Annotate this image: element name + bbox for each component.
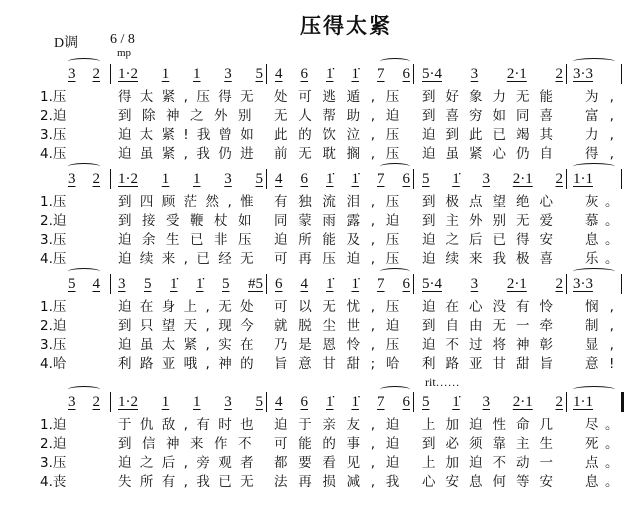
lyric-segment: 到喜穷如同喜: [422, 108, 563, 124]
note: 2: [92, 394, 100, 410]
note: 5: [422, 394, 430, 410]
measure-notes: [422, 392, 563, 412]
measure-notes: [422, 64, 563, 84]
lyric-segment: 可能的事,迫: [274, 436, 410, 452]
lyric-segment: 到四顾茫然,惟: [118, 194, 263, 210]
note: 4: [92, 276, 100, 292]
note: 3: [68, 171, 76, 187]
note: 7: [377, 394, 385, 410]
note: 1·2: [118, 171, 138, 187]
lyric-segment: 到极点望绝心: [422, 194, 563, 210]
bar-line: [566, 64, 567, 84]
lyric-segment: 制,: [585, 318, 625, 334]
lyric-segment: 迫余生已非压: [118, 232, 262, 248]
bar-line: [266, 274, 267, 294]
lyric-segment: 得,: [585, 146, 625, 162]
note: 6: [275, 276, 283, 292]
note: 2·1: [506, 66, 527, 82]
note: 5: [255, 394, 263, 410]
note: 1: [161, 171, 170, 187]
slur: [573, 58, 615, 65]
lyric-verse-2: [0, 212, 640, 230]
lyric-segment: 上加迫不动一: [422, 455, 563, 471]
note: 1̇: [351, 394, 359, 410]
lyric-segment: 息。: [585, 232, 625, 248]
note: 1̇: [351, 171, 359, 187]
lyric-segment: 到必须靠主生: [422, 436, 563, 452]
measure-notes: [275, 392, 410, 412]
lyric-verse-4: [0, 355, 640, 373]
notation-line: [0, 392, 640, 414]
lyric-segment: 死。: [585, 436, 625, 452]
lyric-segment: 得太紧,压得无: [118, 89, 263, 105]
measure-notes: [573, 169, 615, 189]
slur: [573, 268, 615, 275]
note: 3·3: [573, 66, 593, 82]
slur: [68, 58, 100, 65]
bar-line: [621, 169, 622, 189]
measure-notes: [422, 274, 563, 294]
note: 2·1: [512, 171, 533, 187]
note: 1̇: [326, 276, 334, 292]
note: 1̇: [326, 171, 334, 187]
lyric-segment: 可再压迫,压: [274, 251, 410, 267]
note: 2: [555, 394, 563, 410]
lyric-segment: 迫不过将神彰: [422, 337, 563, 353]
note: 1·2: [118, 66, 138, 82]
note: 5: [222, 276, 230, 292]
lyric-segment: 尽。: [585, 417, 625, 433]
dynamic-marking: mp: [117, 47, 132, 59]
lyric-segment: 迫太紧!我曾如: [118, 127, 263, 143]
bar-line: [621, 64, 622, 84]
note: 3: [68, 66, 76, 82]
note: 4: [275, 66, 283, 82]
bar-line: [413, 64, 414, 84]
note: 6: [402, 394, 410, 410]
note: 3·3: [573, 276, 593, 292]
verse-number: 4.压: [40, 146, 67, 162]
note: 2: [92, 66, 100, 82]
slur: [380, 268, 410, 275]
lyric-verse-1: [0, 193, 640, 211]
notation-line: [0, 169, 640, 191]
note: 5: [68, 276, 76, 292]
verse-number: 4.丧: [40, 474, 67, 490]
song-title: 压得太紧: [300, 14, 392, 38]
measure-notes: [573, 392, 615, 412]
bar-line: [566, 392, 567, 412]
note: 6: [402, 276, 410, 292]
notation-line: [0, 274, 640, 296]
note: 5·4: [422, 276, 442, 292]
note: 7: [377, 276, 385, 292]
bar-line: [621, 274, 622, 294]
lyric-segment: 上加迫性命几: [422, 417, 563, 433]
verse-number: 2.迫: [40, 213, 67, 229]
lyric-segment: 意!: [585, 356, 625, 372]
note: 1·1: [573, 394, 593, 410]
lyric-segment: 为,: [585, 89, 625, 105]
slur: [573, 163, 615, 170]
lyric-segment: 失所有,我已无: [118, 474, 263, 490]
note: 3: [482, 171, 490, 187]
lyric-segment: 点。: [585, 455, 625, 471]
measure-notes: [118, 392, 263, 412]
note: 3: [482, 394, 490, 410]
lyric-segment: 到除神之外别: [118, 108, 262, 124]
lyric-segment: 可以无忧,压: [274, 299, 410, 315]
note: 1: [161, 394, 170, 410]
measure-notes: [68, 392, 100, 412]
note: 5: [422, 171, 430, 187]
bar-line: [266, 392, 267, 412]
note: 6: [300, 394, 308, 410]
note: 6: [402, 171, 410, 187]
slur: [573, 386, 615, 393]
note: 1̇: [326, 66, 334, 82]
verse-number: 3.压: [40, 232, 67, 248]
measure-notes: [118, 169, 263, 189]
verse-number: 2.迫: [40, 436, 67, 452]
verse-number: 1.压: [40, 194, 67, 210]
lyric-segment: 法再损减,我: [274, 474, 410, 490]
lyric-segment: 到自由无一牵: [422, 318, 563, 334]
lyric-verse-3: [0, 336, 640, 354]
note: 3: [470, 276, 479, 292]
bar-line: [413, 274, 414, 294]
note: 2: [92, 171, 100, 187]
bar-line: [566, 169, 567, 189]
bar-line: [110, 392, 111, 412]
verse-number: 2.迫: [40, 108, 67, 124]
lyric-segment: 就脱尘世,迫: [274, 318, 410, 334]
note: 2: [555, 66, 563, 82]
note: 2·1: [512, 394, 533, 410]
lyric-segment: 迫虽紧心仍自: [422, 146, 563, 162]
note: 4: [275, 394, 283, 410]
lyric-segment: 利路亚哦,神的: [118, 356, 263, 372]
lyric-segment: 迫在心没有怜: [422, 299, 563, 315]
lyric-verse-4: [0, 473, 640, 491]
lyric-verse-2: [0, 107, 640, 125]
lyric-segment: 到信神来作不: [118, 436, 262, 452]
lyric-segment: 迫到此已竭其: [422, 127, 563, 143]
note: 2·1: [506, 276, 527, 292]
slur: [380, 163, 410, 170]
note: 5: [255, 171, 263, 187]
verse-number: 1.迫: [40, 417, 67, 433]
bar-line: [266, 169, 267, 189]
verse-number: 2.迫: [40, 318, 67, 334]
measure-notes: [118, 64, 263, 84]
note: 6: [402, 66, 410, 82]
note: 2: [555, 171, 563, 187]
bar-line: [413, 169, 414, 189]
slur: [68, 386, 100, 393]
lyric-verse-3: [0, 126, 640, 144]
verse-number: 1.压: [40, 89, 67, 105]
lyric-segment: 同蒙雨露,迫: [274, 213, 410, 229]
measure-notes: [68, 64, 100, 84]
measure-notes: [275, 274, 410, 294]
slur: [380, 386, 410, 393]
lyric-verse-2: [0, 435, 640, 453]
lyric-segment: 乃是恩怜,压: [274, 337, 410, 353]
lyric-segment: 显,: [585, 337, 625, 353]
lyric-segment: 慕。: [585, 213, 625, 229]
lyric-verse-1: [0, 88, 640, 106]
note: 7: [377, 171, 385, 187]
bar-line: [110, 274, 111, 294]
bar-line: [621, 392, 624, 412]
lyric-segment: 处可逃遁,压: [274, 89, 410, 105]
lyric-verse-2: [0, 317, 640, 335]
bar-line: [566, 274, 567, 294]
lyric-segment: 迫虽紧,我仍进: [118, 146, 263, 162]
note: 1·2: [118, 394, 138, 410]
note: 3: [118, 276, 126, 292]
note: 1: [193, 66, 201, 82]
verse-number: 3.压: [40, 127, 67, 143]
key-signature: D调: [54, 36, 79, 51]
bar-line: [266, 64, 267, 84]
note: 1̇: [452, 394, 460, 410]
measure-notes: [275, 169, 410, 189]
lyric-segment: 此的饮泣,压: [274, 127, 410, 143]
lyric-segment: 迫所能及,压: [274, 232, 410, 248]
slur: [380, 58, 410, 65]
note: 4: [275, 171, 283, 187]
measure-notes: [68, 169, 100, 189]
lyric-segment: 到好象力无能: [422, 89, 563, 105]
time-signature: 6 / 8: [110, 32, 135, 47]
lyric-segment: 力,: [585, 127, 625, 143]
lyric-segment: 灰。: [585, 194, 625, 210]
verse-number: 3.压: [40, 455, 67, 471]
note: 6: [300, 66, 308, 82]
lyric-verse-4: [0, 250, 640, 268]
note: #5: [248, 276, 263, 292]
note: 1: [193, 171, 201, 187]
note: 2: [555, 276, 563, 292]
lyric-segment: 悯,: [585, 299, 625, 315]
lyric-segment: 迫虽太紧,实在: [118, 337, 263, 353]
bar-line: [413, 392, 414, 412]
note: 3: [68, 394, 76, 410]
lyric-segment: 迫于亲友,迫: [274, 417, 410, 433]
note: 5: [144, 276, 152, 292]
note: 3: [224, 171, 232, 187]
lyric-segment: 迫续来我极喜: [422, 251, 563, 267]
verse-number: 4.哈: [40, 356, 67, 372]
note: 6: [300, 171, 308, 187]
lyric-verse-3: [0, 454, 640, 472]
verse-number: 1.压: [40, 299, 67, 315]
measure-notes: [68, 274, 100, 294]
note: 1̇: [196, 276, 204, 292]
lyric-segment: 到只望天,现今: [118, 318, 263, 334]
note: 3: [224, 394, 232, 410]
bar-line: [110, 64, 111, 84]
note: 1̇: [326, 394, 334, 410]
note: 1: [161, 66, 170, 82]
lyric-segment: 乐。: [585, 251, 625, 267]
lyric-segment: 迫续来,已经无: [118, 251, 263, 267]
lyric-segment: 都要看见,迫: [274, 455, 410, 471]
lyric-segment: 到主外别无爱: [422, 213, 563, 229]
lyric-segment: 有独流泪,压: [274, 194, 410, 210]
note: 3: [470, 66, 479, 82]
lyric-verse-1: [0, 298, 640, 316]
lyric-segment: 旨意甘甜;哈: [274, 356, 411, 372]
note: 5: [255, 66, 263, 82]
measure-notes: [422, 169, 563, 189]
slur: [68, 268, 100, 275]
lyric-segment: 息。: [585, 474, 625, 490]
note: 5·4: [422, 66, 442, 82]
lyric-segment: 心安息何等安: [422, 474, 563, 490]
lyric-segment: 迫之后已得安: [422, 232, 563, 248]
note: 1̇: [351, 66, 359, 82]
lyric-segment: 到接受鞭杖如: [118, 213, 262, 229]
lyric-verse-4: [0, 145, 640, 163]
measure-notes: [573, 274, 615, 294]
note: 1·1: [573, 171, 593, 187]
lyric-segment: 富,: [585, 108, 625, 124]
lyric-segment: 前无耽搁,压: [274, 146, 410, 162]
note: 1̇: [351, 276, 359, 292]
lyric-segment: 迫在身上,无处: [118, 299, 263, 315]
verse-number: 3.压: [40, 337, 67, 353]
measure-notes: [118, 274, 263, 294]
bar-line: [110, 169, 111, 189]
ritardando-marking: rit……: [425, 375, 460, 389]
lyric-verse-3: [0, 231, 640, 249]
lyric-segment: 于仇敌,有时也: [118, 417, 263, 433]
verse-number: 4.压: [40, 251, 67, 267]
slur: [68, 163, 100, 170]
lyric-segment: 迫之后,旁观者: [118, 455, 263, 471]
note: 4: [300, 276, 308, 292]
lyric-segment: 无人帮助,迫: [274, 108, 410, 124]
note: 1: [193, 394, 201, 410]
note: 1̇: [170, 276, 178, 292]
note: 7: [377, 66, 385, 82]
note: 1̇: [452, 171, 460, 187]
lyric-segment: 利路亚甘甜旨: [422, 356, 563, 372]
lyric-verse-1: [0, 416, 640, 434]
notation-line: [0, 64, 640, 86]
measure-notes: [573, 64, 615, 84]
measure-notes: [275, 64, 410, 84]
note: 3: [224, 66, 232, 82]
